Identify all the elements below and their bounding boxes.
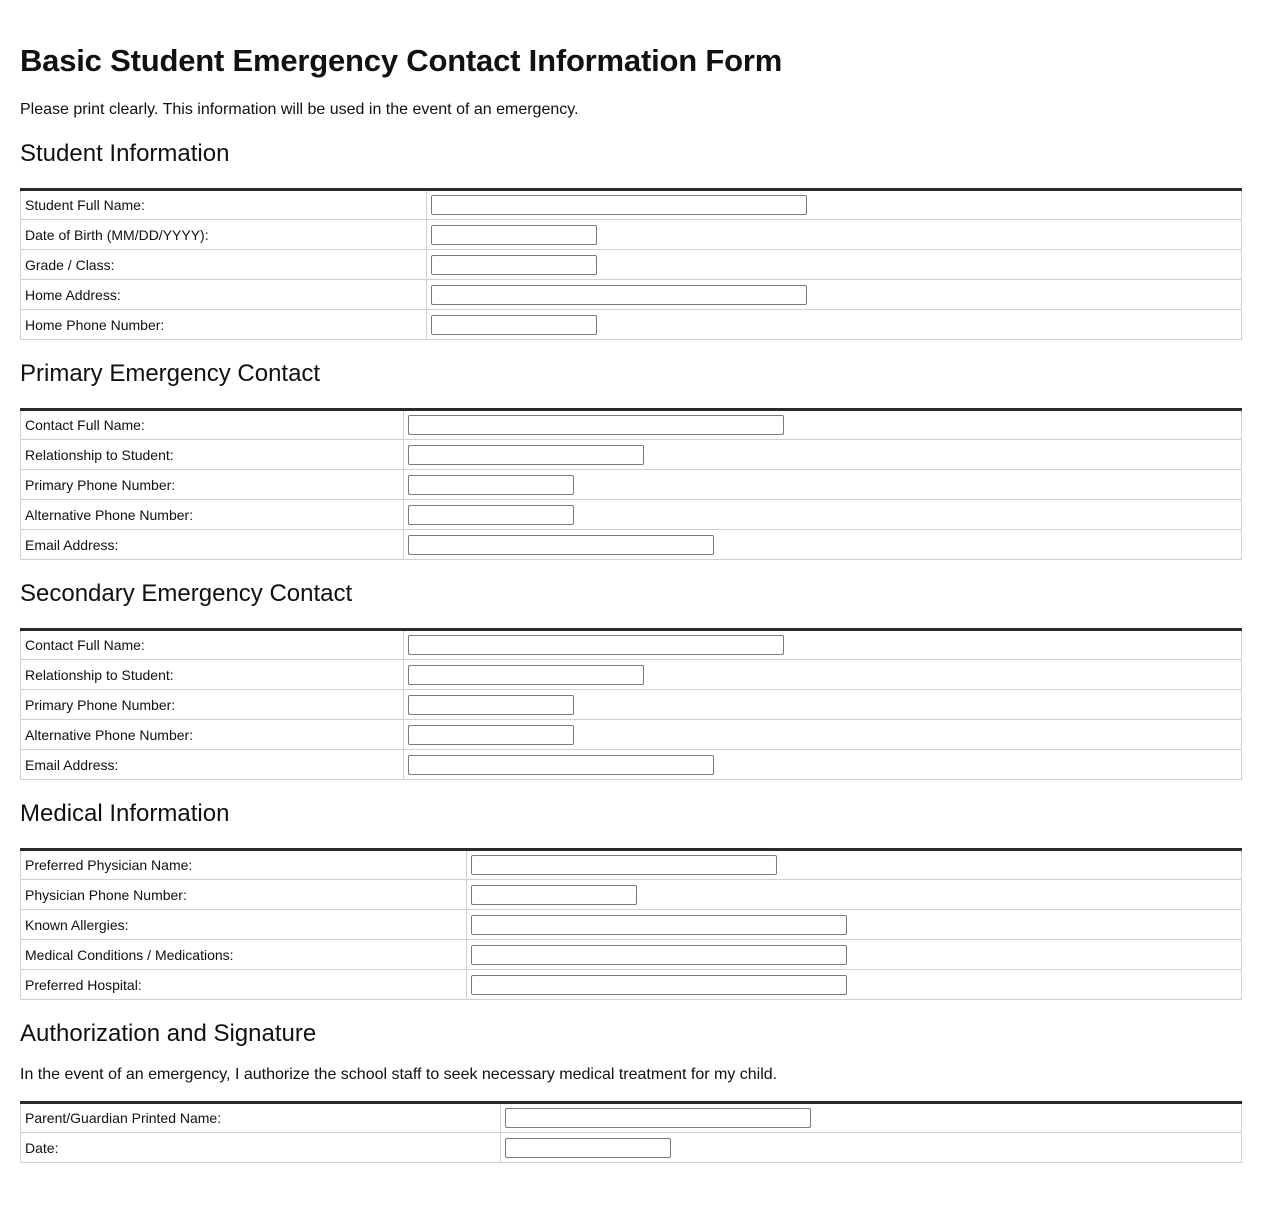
section-heading: Primary Emergency Contact [20,360,321,387]
section-heading: Secondary Emergency Contact [20,580,353,607]
table-row [21,690,1242,720]
primary-phone-input[interactable] [408,475,574,495]
grade-class-input[interactable] [431,255,597,275]
table-row [21,720,1242,750]
physician-name-input[interactable] [471,855,777,875]
table-row [21,190,1242,220]
secondary-contact-section [20,579,1242,780]
primary-alt-phone-input[interactable] [408,505,574,525]
student-information-section [20,139,1242,340]
known-allergies-input[interactable] [471,915,847,935]
secondary-alt-phone-input[interactable] [408,725,574,745]
table-row [21,410,1242,440]
secondary-contact-table [20,628,1242,780]
field-label: Primary Phone Number: [21,690,404,720]
table-row [21,910,1242,940]
field-label: Contact Full Name: [21,630,404,660]
table-row [21,310,1242,340]
table-row [21,280,1242,310]
home-phone-input[interactable] [431,315,597,335]
medical-information-table [20,848,1242,1000]
date-of-birth-input[interactable] [431,225,597,245]
field-label: Parent/Guardian Printed Name: [21,1103,501,1133]
primary-contact-section [20,359,1242,560]
table-row [21,630,1242,660]
field-label: Date: [21,1133,501,1163]
field-label: Physician Phone Number: [21,880,467,910]
field-label: Email Address: [21,530,404,560]
secondary-phone-input[interactable] [408,695,574,715]
field-label: Alternative Phone Number: [21,720,404,750]
table-row [21,1133,1242,1163]
field-label: Medical Conditions / Medications: [21,940,467,970]
intro-text: Please print clearly. This information will be used in the event of an emergency. [20,101,579,118]
preferred-hospital-input[interactable] [471,975,847,995]
field-label: Contact Full Name: [21,410,404,440]
authorization-statement: In the event of an emergency, I authorize the school staff to seek necessary medical treatment for my child. [20,1066,778,1083]
table-row [21,250,1242,280]
table-row [21,530,1242,560]
field-label: Home Phone Number: [21,310,427,340]
field-label: Grade / Class: [21,250,427,280]
section-heading: Authorization and Signature [20,1020,317,1047]
table-row [21,500,1242,530]
field-label: Primary Phone Number: [21,470,404,500]
table-row [21,850,1242,880]
secondary-email-input[interactable] [408,755,714,775]
field-label: Home Address: [21,280,427,310]
authorization-section [20,1019,1242,1163]
field-label: Preferred Physician Name: [21,850,467,880]
field-label: Preferred Hospital: [21,970,467,1000]
table-row [21,970,1242,1000]
guardian-name-input[interactable] [505,1108,811,1128]
table-row [21,470,1242,500]
field-label: Email Address: [21,750,404,780]
authorization-table [20,1101,1242,1163]
medical-conditions-input[interactable] [471,945,847,965]
table-row [21,880,1242,910]
field-label: Date of Birth (MM/DD/YYYY): [21,220,427,250]
table-row [21,750,1242,780]
section-heading: Medical Information [20,800,230,827]
primary-contact-table [20,408,1242,560]
table-row [21,660,1242,690]
field-label: Alternative Phone Number: [21,500,404,530]
primary-relationship-input[interactable] [408,445,644,465]
table-row [21,440,1242,470]
table-row [21,1103,1242,1133]
page-title: Basic Student Emergency Contact Information Form [20,43,783,78]
field-label: Relationship to Student: [21,440,404,470]
table-row [21,940,1242,970]
field-label: Student Full Name: [21,190,427,220]
section-heading: Student Information [20,140,230,167]
medical-information-section [20,799,1242,1000]
student-full-name-input[interactable] [431,195,807,215]
secondary-relationship-input[interactable] [408,665,644,685]
primary-email-input[interactable] [408,535,714,555]
table-row [21,220,1242,250]
signature-date-input[interactable] [505,1138,671,1158]
field-label: Known Allergies: [21,910,467,940]
home-address-input[interactable] [431,285,807,305]
secondary-contact-name-input[interactable] [408,635,784,655]
student-information-table [20,188,1242,340]
primary-contact-name-input[interactable] [408,415,784,435]
physician-phone-input[interactable] [471,885,637,905]
field-label: Relationship to Student: [21,660,404,690]
